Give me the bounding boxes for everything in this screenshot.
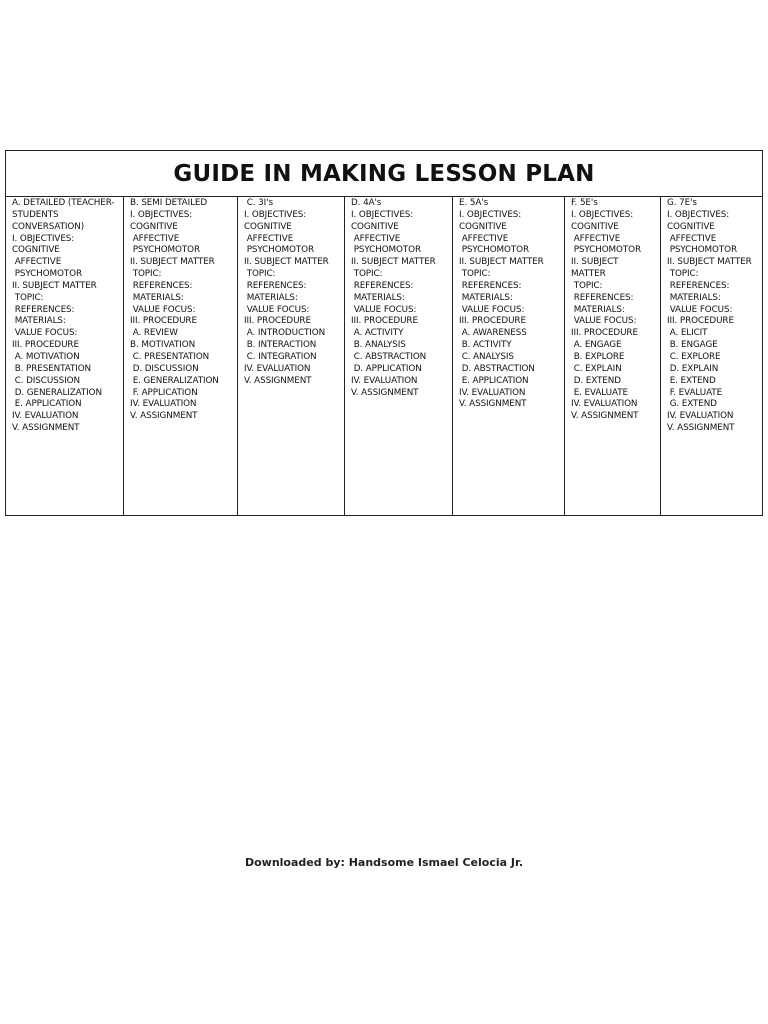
column-line: D. APPLICATION [351,363,422,374]
column-line: IV. EVALUATION [244,363,311,374]
column-line: TOPIC: [667,269,699,280]
column-line: REFERENCES: [130,280,193,291]
column-line: AFFECTIVE [244,233,294,244]
column-line: F. EVALUATE [667,387,723,398]
column-5es [565,197,661,515]
column-line: MATERIALS: [130,292,184,303]
column-line: E. EXTEND [667,375,716,386]
column-line: I. OBJECTIVES: [12,233,75,244]
column-line: D. GENERALIZATION [12,387,102,398]
column-line: G. EXTEND [667,399,717,410]
column-line: REFERENCES: [12,304,75,315]
column-line: C. ABSTRACTION [351,351,427,362]
column-line: II. SUBJECT MATTER [459,257,544,268]
column-line: PSYCHOMOTOR [667,245,737,256]
column-line: I. OBJECTIVES: [667,209,730,220]
column-line: A. MOTIVATION [12,351,80,362]
column-line: I. OBJECTIVES: [244,209,307,220]
column-line: TOPIC: [12,292,44,303]
column-line: C. PRESENTATION [130,351,210,362]
column-line: I. OBJECTIVES: [571,209,634,220]
column-line: COGNITIVE [667,221,715,232]
column-line: II. SUBJECT MATTER [12,280,97,291]
column-line: STUDENTS [12,209,59,220]
column-line: MATERIALS: [459,292,513,303]
column-line: PSYCHOMOTOR [12,269,82,280]
column-line: I. OBJECTIVES: [459,209,522,220]
column-line: VALUE FOCUS: [667,304,733,315]
column-line: D. DISCUSSION [130,363,199,374]
column-line: IV. EVALUATION [12,411,79,422]
column-line: IV. EVALUATION [571,399,638,410]
column-line: E. EVALUATE [571,387,628,398]
column-line: MATERIALS: [667,292,721,303]
column-line: A. DETAILED (TEACHER- [12,198,115,208]
column-line: C. EXPLORE [667,351,721,362]
column-line: B. INTERACTION [244,340,317,351]
column-line: C. ANALYSIS [459,351,514,362]
column-line: III. PROCEDURE [571,328,638,339]
column-line: REFERENCES: [244,280,307,291]
column-line: V. ASSIGNMENT [12,423,80,434]
column-line: III. PROCEDURE [130,316,197,327]
column-line: III. PROCEDURE [667,316,734,327]
lesson-plan-table [5,150,763,516]
column-line: VALUE FOCUS: [571,316,637,327]
column-line: AFFECTIVE [351,233,401,244]
column-line: CONVERSATION) [12,221,85,232]
column-line: AFFECTIVE [571,233,621,244]
column-line: B. ENGAGE [667,340,718,351]
column-line: MATERIALS: [244,292,298,303]
column-line: COGNITIVE [130,221,178,232]
column-line: II. SUBJECT MATTER [667,257,752,268]
column-3is [238,197,345,515]
column-line: D. ABSTRACTION [459,363,535,374]
column-7es [661,197,762,515]
column-line: G. 7E's [667,198,697,208]
column-line: COGNITIVE [351,221,399,232]
column-line: PSYCHOMOTOR [571,245,641,256]
column-line: III. PROCEDURE [351,316,418,327]
column-line: AFFECTIVE [459,233,509,244]
page-title: GUIDE IN MAKING LESSON PLAN [6,151,762,197]
column-line: V. ASSIGNMENT [130,411,198,422]
column-line: MATERIALS: [12,316,66,327]
column-line: E. GENERALIZATION [130,375,219,386]
column-line: VALUE FOCUS: [12,328,78,339]
column-line: V. ASSIGNMENT [571,411,639,422]
column-line: PSYCHOMOTOR [459,245,529,256]
column-line: III. PROCEDURE [244,316,311,327]
column-line: AFFECTIVE [12,257,62,268]
column-line: PSYCHOMOTOR [244,245,314,256]
column-line: IV. EVALUATION [667,411,734,422]
column-line: B. ANALYSIS [351,340,406,351]
column-line: C. DISCUSSION [12,375,80,386]
column-semi-detailed [124,197,238,515]
column-line: VALUE FOCUS: [244,304,310,315]
column-line: F. APPLICATION [130,387,198,398]
column-line: REFERENCES: [571,292,634,303]
column-line: A. INTRODUCTION [244,328,326,339]
column-line: TOPIC: [351,269,383,280]
column-line: TOPIC: [459,269,491,280]
column-line: V. ASSIGNMENT [459,399,527,410]
column-4as [345,197,453,515]
column-line: PSYCHOMOTOR [351,245,421,256]
column-line: AFFECTIVE [667,233,717,244]
column-line: C. EXPLAIN [571,363,622,374]
column-line: B. ACTIVITY [459,340,512,351]
download-credit: Downloaded by: Handsome Ismael Celocia Jr. [244,856,524,869]
column-line: VALUE FOCUS: [130,304,196,315]
column-line: D. EXPLAIN [667,363,719,374]
column-5as [453,197,565,515]
column-line: V. ASSIGNMENT [351,387,419,398]
column-line: IV. EVALUATION [459,387,526,398]
lesson-plan-columns [6,197,762,515]
column-line: V. ASSIGNMENT [667,423,735,434]
column-line: II. SUBJECT [571,257,619,268]
column-line: I. OBJECTIVES: [130,209,193,220]
column-line: D. EXTEND [571,375,621,386]
column-line: A. ENGAGE [571,340,622,351]
column-line: E. 5A's [459,198,489,208]
column-line: MATERIALS: [351,292,405,303]
column-line: VALUE FOCUS: [459,304,525,315]
column-line: COGNITIVE [12,245,60,256]
column-line: IV. EVALUATION [351,375,418,386]
column-line: VALUE FOCUS: [351,304,417,315]
column-line: II. SUBJECT MATTER [130,257,215,268]
column-line: COGNITIVE [571,221,619,232]
column-line: COGNITIVE [244,221,292,232]
column-line: A. AWARENESS [459,328,527,339]
column-line: C. INTEGRATION [244,351,317,362]
column-detailed [6,197,124,515]
column-line: A. ACTIVITY [351,328,404,339]
column-line: B. MOTIVATION [130,340,196,351]
column-line: F. 5E's [571,198,598,208]
column-line: REFERENCES: [351,280,414,291]
column-line: B. SEMI DETAILED [130,198,208,208]
column-line: C. 3I's [244,198,273,208]
column-line: V. ASSIGNMENT [244,375,312,386]
column-line: B. EXPLORE [571,351,625,362]
column-line: III. PROCEDURE [12,340,79,351]
column-line: E. APPLICATION [459,375,529,386]
column-line: TOPIC: [571,280,603,291]
column-line: A. ELICIT [667,328,708,339]
column-line: TOPIC: [244,269,276,280]
column-line: TOPIC: [130,269,162,280]
column-line: MATTER [571,269,606,280]
column-line: II. SUBJECT MATTER [244,257,329,268]
column-line: III. PROCEDURE [459,316,526,327]
column-line: IV. EVALUATION [130,399,197,410]
column-line: B. PRESENTATION [12,363,92,374]
column-line: E. APPLICATION [12,399,82,410]
column-line: D. 4A's [351,198,382,208]
column-line: REFERENCES: [459,280,522,291]
column-line: MATERIALS: [571,304,625,315]
column-line: PSYCHOMOTOR [130,245,200,256]
column-line: II. SUBJECT MATTER [351,257,436,268]
column-line: AFFECTIVE [130,233,180,244]
column-line: I. OBJECTIVES: [351,209,414,220]
column-line: REFERENCES: [667,280,730,291]
column-line: COGNITIVE [459,221,507,232]
column-line: A. REVIEW [130,328,178,339]
